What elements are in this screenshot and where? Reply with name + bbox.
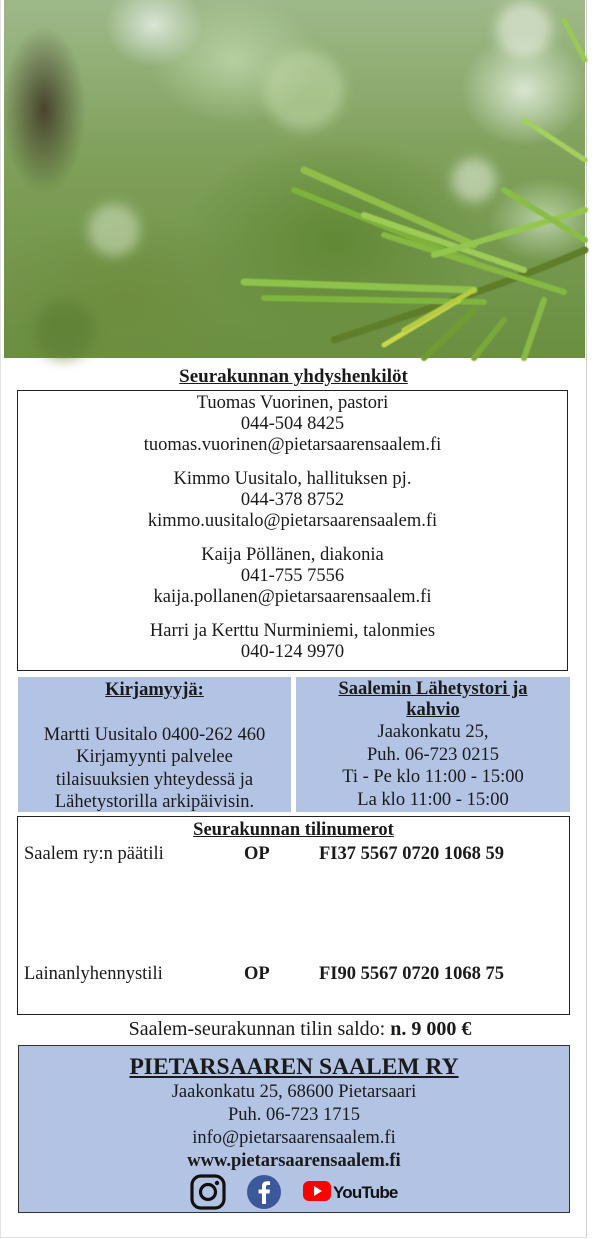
- org-email[interactable]: info@pietarsaarensaalem.fi: [192, 1128, 396, 1148]
- account-label: Lainanlyhennystili: [24, 964, 163, 984]
- contact-name: Harri ja Kerttu Nurminiemi, talonmies: [149, 621, 436, 641]
- mission-shop-panel: [296, 677, 570, 812]
- contact-name: Tuomas Vuorinen, pastori: [196, 393, 389, 413]
- facebook-icon[interactable]: [246, 1174, 282, 1217]
- book-seller-line: Martti Uusitalo 0400-262 460: [43, 724, 266, 745]
- social-links: [19, 1174, 569, 1212]
- mission-shop-line: La klo 11:00 - 15:00: [357, 789, 509, 810]
- account-bank: OP: [244, 844, 270, 864]
- contact-card: [18, 545, 567, 608]
- contact-name: Kimmo Uusitalo, hallituksen pj.: [173, 469, 412, 489]
- org-address: Jaakonkatu 25, 68600 Pietarsaari: [171, 1082, 417, 1102]
- contact-card: [18, 393, 567, 456]
- account-iban[interactable]: FI37 5567 0720 1068 59: [319, 844, 504, 864]
- youtube-icon[interactable]: [302, 1179, 398, 1212]
- contact-email[interactable]: tuomas.vuorinen@pietarsaarensaalem.fi: [143, 435, 442, 455]
- youtube-wordmark: YouTube: [333, 1183, 398, 1202]
- contact-phone[interactable]: 041-755 7556: [240, 566, 345, 586]
- accounts-title: Seurakunnan tilinumerot: [193, 820, 394, 840]
- org-website-link[interactable]: www.pietarsaarensaalem.fi: [187, 1151, 401, 1171]
- contact-email[interactable]: kaija.pollanen@pietarsaarensaalem.fi: [153, 587, 432, 607]
- contact-phone[interactable]: 044-378 8752: [240, 490, 345, 510]
- balance-line: [0, 1018, 600, 1041]
- account-iban[interactable]: FI90 5567 0720 1068 75: [319, 964, 504, 984]
- org-phone[interactable]: Puh. 06-723 1715: [227, 1105, 361, 1125]
- footer-box: [18, 1045, 570, 1213]
- balance-label: Saalem-seurakunnan tilin saldo:: [128, 1018, 386, 1040]
- contact-card: [18, 469, 567, 532]
- account-label: Saalem ry:n päätili: [24, 844, 164, 864]
- book-seller-line: Lähetystorilla arkipäivisin.: [54, 792, 255, 812]
- book-seller-line: Kirjamyynti palvelee: [76, 747, 233, 767]
- contact-card: [18, 621, 567, 663]
- mission-shop-line: Ti - Pe klo 11:00 - 15:00: [342, 767, 524, 787]
- mission-shop-title: Saalemin Lähetystori ja kahvio: [338, 679, 528, 720]
- account-bank: OP: [244, 964, 270, 984]
- contacts-box: [17, 390, 568, 671]
- accounts-box: [17, 816, 570, 1015]
- mission-shop-line: Jaakonkatu 25,: [377, 722, 489, 742]
- account-row: [24, 844, 564, 868]
- instagram-icon[interactable]: [190, 1174, 226, 1217]
- balance-value: n. 9 000 €: [390, 1018, 472, 1040]
- book-seller-panel: [18, 677, 291, 812]
- header-photo: [4, 0, 585, 358]
- contact-phone[interactable]: 040-124 9970: [240, 642, 345, 662]
- book-seller-line: tilaisuuksien yhteydessä ja: [55, 769, 254, 790]
- account-row: [24, 964, 564, 988]
- mission-shop-line: Puh. 06-723 0215: [366, 744, 500, 765]
- contact-email[interactable]: kimmo.uusitalo@pietarsaarensaalem.fi: [147, 511, 438, 531]
- contact-name: Kaija Pöllänen, diakonia: [201, 545, 384, 565]
- book-seller-title: Kirjamyyjä:: [105, 680, 204, 700]
- contact-phone[interactable]: 044-504 8425: [240, 414, 345, 434]
- org-name: PIETARSAAREN SAALEM RY: [129, 1054, 459, 1080]
- spruce-branch-image: [4, 0, 585, 358]
- contacts-title: Seurakunnan yhdyshenkilöt: [179, 366, 408, 387]
